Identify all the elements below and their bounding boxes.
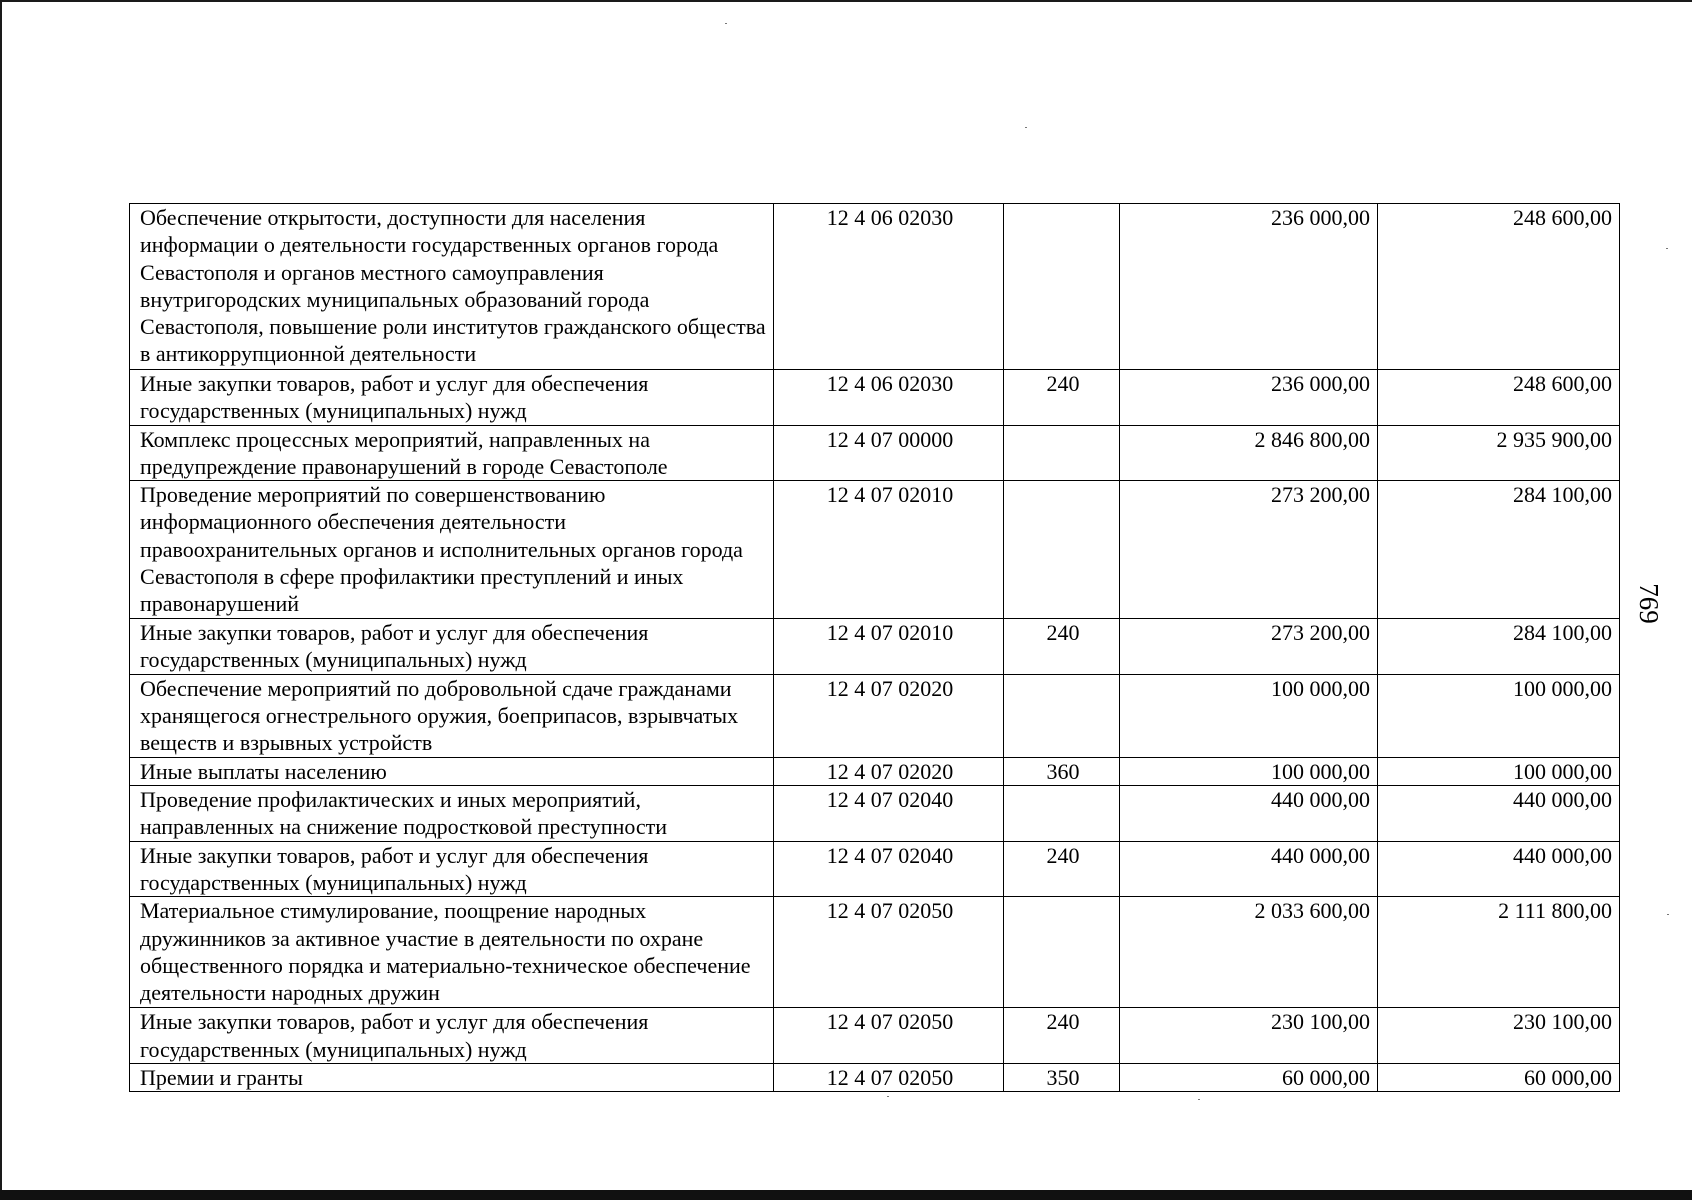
row-name: Иные закупки товаров, работ и услуг для обеспечения государственных (муниципальных) нужд [130, 619, 774, 675]
row-target-code: 12 4 07 02020 [774, 674, 1004, 757]
row-target-code: 12 4 07 02040 [774, 786, 1004, 842]
row-expense-type [1004, 786, 1120, 842]
row-amount-2: 284 100,00 [1378, 481, 1620, 619]
scan-speck [1025, 127, 1027, 128]
row-target-code: 12 4 07 02050 [774, 1008, 1004, 1064]
table-row [130, 481, 1620, 619]
table-row [130, 1063, 1620, 1091]
table-row [130, 841, 1620, 897]
row-amount-1: 100 000,00 [1120, 674, 1378, 757]
table-row [130, 897, 1620, 1008]
row-target-code: 12 4 07 02050 [774, 897, 1004, 1008]
row-name: Материальное стимулирование, поощрение народных дружинников за активное участие в деятельности по охране общественного порядка и материально-техническое обеспечение деятельности народных дружин [130, 897, 774, 1008]
row-name: Иные закупки товаров, работ и услуг для обеспечения государственных (муниципальных) нужд [130, 370, 774, 426]
row-target-code: 12 4 07 00000 [774, 425, 1004, 481]
scan-edge-left [0, 0, 2, 1200]
row-amount-2: 248 600,00 [1378, 204, 1620, 370]
row-amount-2: 100 000,00 [1378, 674, 1620, 757]
row-expense-type: 240 [1004, 841, 1120, 897]
table-row [130, 1008, 1620, 1064]
row-target-code: 12 4 07 02040 [774, 841, 1004, 897]
row-amount-1: 60 000,00 [1120, 1063, 1378, 1091]
row-name: Обеспечение мероприятий по добровольной сдаче гражданами хранящегося огнестрельного оружия, боеприпасов, взрывчатых веществ и взрывных устройств [130, 674, 774, 757]
row-amount-1: 230 100,00 [1120, 1008, 1378, 1064]
row-expense-type [1004, 425, 1120, 481]
row-target-code: 12 4 06 02030 [774, 204, 1004, 370]
row-target-code: 12 4 06 02030 [774, 370, 1004, 426]
row-amount-1: 273 200,00 [1120, 619, 1378, 675]
row-amount-2: 440 000,00 [1378, 841, 1620, 897]
row-amount-1: 440 000,00 [1120, 786, 1378, 842]
scan-speck [1667, 914, 1669, 915]
row-name: Иные закупки товаров, работ и услуг для обеспечения государственных (муниципальных) нужд [130, 1008, 774, 1064]
page-number: 769 [1633, 583, 1664, 624]
budget-table [129, 203, 1620, 1092]
table-row [130, 425, 1620, 481]
row-name: Обеспечение открытости, доступности для населения информации о деятельности государственных органов города Севастополя и органов местного самоуправления внутригородских муниципальных образований города Севастополя, повышение роли институтов гражданского общества в антикоррупционной деятельности [130, 204, 774, 370]
row-name: Иные выплаты населению [130, 757, 774, 785]
row-expense-type: 240 [1004, 1008, 1120, 1064]
row-target-code: 12 4 07 02050 [774, 1063, 1004, 1091]
row-expense-type [1004, 481, 1120, 619]
row-expense-type: 350 [1004, 1063, 1120, 1091]
row-amount-1: 273 200,00 [1120, 481, 1378, 619]
row-expense-type [1004, 204, 1120, 370]
scan-speck [1198, 1099, 1200, 1100]
row-expense-type: 240 [1004, 370, 1120, 426]
scan-speck [1666, 248, 1668, 249]
table-row [130, 674, 1620, 757]
row-amount-2: 230 100,00 [1378, 1008, 1620, 1064]
row-name: Проведение мероприятий по совершенствованию информационного обеспечения деятельности правоохранительных органов и исполнительных органов города Севастополя в сфере профилактики преступлений и иных правонарушений [130, 481, 774, 619]
row-expense-type [1004, 674, 1120, 757]
scan-edge-top [0, 0, 1692, 2]
row-expense-type: 360 [1004, 757, 1120, 785]
row-amount-1: 236 000,00 [1120, 370, 1378, 426]
row-target-code: 12 4 07 02010 [774, 481, 1004, 619]
row-expense-type: 240 [1004, 619, 1120, 675]
scan-edge-bottom [0, 1190, 1692, 1200]
row-amount-1: 100 000,00 [1120, 757, 1378, 785]
row-target-code: 12 4 07 02010 [774, 619, 1004, 675]
row-amount-2: 2 935 900,00 [1378, 425, 1620, 481]
row-amount-2: 284 100,00 [1378, 619, 1620, 675]
table-row [130, 370, 1620, 426]
row-amount-2: 100 000,00 [1378, 757, 1620, 785]
row-amount-2: 248 600,00 [1378, 370, 1620, 426]
scan-speck [725, 23, 727, 24]
row-amount-2: 2 111 800,00 [1378, 897, 1620, 1008]
scan-speck [887, 1096, 889, 1097]
row-amount-2: 60 000,00 [1378, 1063, 1620, 1091]
table-row [130, 786, 1620, 842]
table-row [130, 757, 1620, 785]
row-name: Проведение профилактических и иных мероприятий, направленных на снижение подростковой преступности [130, 786, 774, 842]
row-name: Премии и гранты [130, 1063, 774, 1091]
row-name: Иные закупки товаров, работ и услуг для обеспечения государственных (муниципальных) нужд [130, 841, 774, 897]
row-amount-1: 2 033 600,00 [1120, 897, 1378, 1008]
row-amount-1: 236 000,00 [1120, 204, 1378, 370]
row-amount-1: 440 000,00 [1120, 841, 1378, 897]
row-amount-1: 2 846 800,00 [1120, 425, 1378, 481]
row-amount-2: 440 000,00 [1378, 786, 1620, 842]
table-row [130, 619, 1620, 675]
table-row [130, 204, 1620, 370]
row-name: Комплекс процессных мероприятий, направленных на предупреждение правонарушений в городе Севастополе [130, 425, 774, 481]
row-target-code: 12 4 07 02020 [774, 757, 1004, 785]
row-expense-type [1004, 897, 1120, 1008]
